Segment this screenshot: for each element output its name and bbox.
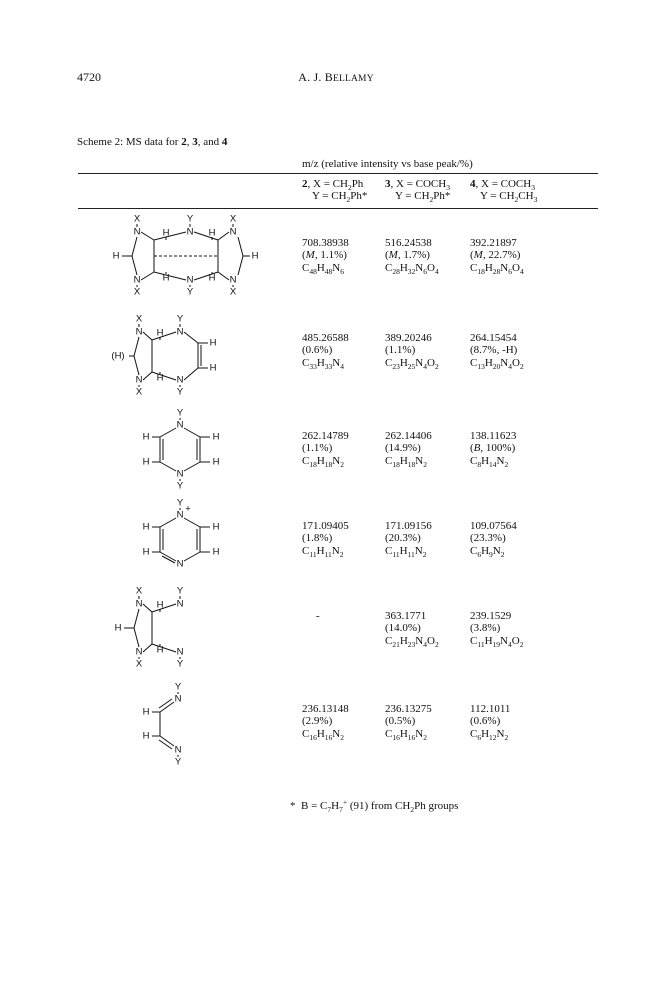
label-y: Y [176,407,184,419]
label-x: X [135,313,143,325]
label-h: H [156,599,164,611]
molecular-formula: $C_{13}H_{20}N_4O_2$ [470,357,524,372]
structure-5 [112,584,212,674]
label-h: H [156,372,164,384]
relative-intensity: (3.8%) [470,622,501,634]
molecular-formula: $C_8H_{14}N_2$ [470,455,509,470]
label-n: N [176,326,184,338]
label-y: Y [186,213,194,225]
label-n: N [176,598,184,610]
mz-value: 112.1011 [470,703,511,715]
footnote-star: * [290,800,296,812]
cell-not-observed: - [316,610,320,622]
label-x: X [229,286,237,298]
scheme-caption [77,136,227,148]
relative-intensity: (23.3%) [470,532,506,544]
label-h: H [208,272,216,284]
ms-data-cell [302,520,349,560]
label-n: N [229,274,237,286]
label-x: X [229,213,237,225]
mz-value: 239.1529 [470,610,512,622]
ms-data-cell [302,430,349,470]
label-n: N [133,274,141,286]
ms-data-cell [302,237,349,277]
molecular-formula: $C_{23}H_{25}N_4O_2$ [385,357,439,372]
relative-intensity: (8.7%, -H) [470,344,518,356]
molecular-formula: $C_6H_9N_2$ [470,545,505,560]
ms-data-cell [470,237,524,277]
molecular-formula: $C_{28}H_{32}N_6O_4$ [385,262,439,277]
label-y: Y [186,286,194,298]
structure-2 [112,312,222,402]
label-x: X [135,585,143,597]
label-n: N [176,558,184,570]
ms-data-cell [470,610,524,650]
label-h: H [156,327,164,339]
structure-6 [140,680,210,772]
molecular-formula: $C_{11}H_{11}N_2$ [302,545,344,560]
caption-separator: , and [197,136,222,148]
column-group-header: m/z (relative intensity vs base peak/%) [302,158,473,170]
column-header-compound-2: 2, $X = CH_2Ph$ $Y = CH_2Ph*$ [302,178,368,205]
label-h: H [208,227,216,239]
mz-value: 171.09156 [385,520,432,532]
label-y: Y [174,681,182,693]
label-h: H [212,521,220,533]
relative-intensity: (0.6%) [470,715,501,727]
label-n: N [229,226,237,238]
label-h: H [142,546,150,558]
molecular-formula: $C_{33}H_{33}N_4$ [302,357,344,372]
molecular-formula: $C_{16}H_{16}N_2$ [302,728,344,743]
mz-value: 708.38938 [302,237,349,249]
relative-intensity: (M, 1.7%) [385,249,430,261]
label-h: H [114,622,122,634]
relative-intensity: (14.9%) [385,442,421,454]
label-x: X [133,213,141,225]
ms-data-cell [385,237,439,277]
page-number: 4720 [77,70,101,84]
label-h: H [142,431,150,443]
label-x: X [135,658,143,670]
molecular-formula: $C_{48}H_{48}N_6$ [302,262,344,277]
label-h: H [162,227,170,239]
mz-value: 262.14789 [302,430,349,442]
author-surname-rest: ELLAMY [332,74,374,84]
label-n: N [174,744,182,756]
label-h: H [212,456,220,468]
label-h: H [209,337,217,349]
relative-intensity: (B, 100%) [470,442,516,454]
ms-data-cell [302,703,349,743]
caption-compound-4: 4 [221,136,228,148]
molecular-formula: $C_{16}H_{16}N_2$ [385,728,427,743]
molecular-formula: $C_{11}H_{11}N_2$ [385,545,427,560]
label-h: H [142,706,150,718]
table-top-rule [78,173,598,174]
mz-value: 138.11623 [470,430,517,442]
running-head [0,70,672,85]
relative-intensity: (1.1%) [385,344,416,356]
molecular-formula: $C_{21}H_{23}N_4O_2$ [385,635,439,650]
molecular-formula: $C_{18}H_{18}N_2$ [385,455,427,470]
label-y: Y [176,658,184,670]
label-x: X [133,286,141,298]
mz-value: 236.13148 [302,703,349,715]
label-n: N [135,374,143,386]
label-plus: + [185,503,191,515]
mz-value: 389.20246 [385,332,432,344]
label-h: H [212,546,220,558]
ms-data-cell [470,520,517,560]
caption-prefix: Scheme 2: MS data for [77,136,182,148]
footnote [290,797,459,815]
label-n: N [176,468,184,480]
relative-intensity: (1.8%) [302,532,333,544]
author-surname-initial: B [324,70,333,84]
relative-intensity: (14.0%) [385,622,421,634]
label-h: H [156,644,164,656]
label-n: N [186,226,194,238]
label-x: X [135,386,143,398]
col4-y-tail: $CH_3$ [518,190,538,205]
relative-intensity: (2.9%) [302,715,333,727]
label-h: H [209,362,217,374]
mz-value: 262.14406 [385,430,432,442]
relative-intensity: (20.3%) [385,532,421,544]
ms-data-cell [385,610,439,650]
label-n: N [176,419,184,431]
label-y: Y [176,313,184,325]
ms-data-cell [385,520,432,560]
label-n: N [176,509,184,521]
label-n: N [176,374,184,386]
mz-value: 171.09405 [302,520,349,532]
mz-value: 109.07564 [470,520,517,532]
ms-data-cell [385,703,432,743]
mz-value: 485.26588 [302,332,349,344]
label-n: N [135,598,143,610]
author-initials: A. J. [298,70,325,84]
molecular-formula: $C_{18}H_{28}N_6O_4$ [470,262,524,277]
mz-value: 363.1771 [385,610,427,622]
label-h: H [142,521,150,533]
ms-data-cell [302,332,349,372]
label-h-paren: (H) [111,350,125,362]
relative-intensity: (M, 22.7%) [470,249,521,261]
footnote-text: $B = C_7H_7^+$ (91) from $CH_2Ph$ groups [301,797,459,815]
label-n: N [135,646,143,658]
mz-value: 236.13275 [385,703,432,715]
label-h: H [112,250,120,262]
column-header-compound-3: 3, $X = COCH_3$ $Y = CH_2Ph*$ [385,178,451,205]
label-y: Y [176,585,184,597]
label-n: N [174,693,182,705]
relative-intensity: (0.6%) [302,344,333,356]
label-h: H [142,730,150,742]
ms-data-cell [470,430,517,470]
caption-compound-2: 2 [181,136,187,148]
label-n: N [133,226,141,238]
ms-data-cell [385,332,439,372]
label-y: Y [176,480,184,492]
molecular-formula: $C_{18}H_{18}N_2$ [302,455,344,470]
label-h: H [142,456,150,468]
relative-intensity: (1.1%) [302,442,333,454]
structure-4 [140,496,230,580]
caption-separator: , [186,136,193,148]
label-h: H [251,250,259,262]
structure-3 [140,406,230,490]
label-y: Y [176,386,184,398]
caption-compound-3: 3 [192,136,198,148]
label-n: N [135,326,143,338]
label-y: Y [176,497,184,509]
mz-value: 264.15454 [470,332,517,344]
relative-intensity: (0.5%) [385,715,416,727]
relative-intensity: (M, 1.1%) [302,249,347,261]
label-n: N [186,274,194,286]
structure-1 [110,212,270,302]
label-h: H [162,272,170,284]
ms-data-cell [470,332,524,372]
molecular-formula: $C_6H_{12}N_2$ [470,728,509,743]
mz-value: 516.24538 [385,237,432,249]
label-h: H [212,431,220,443]
label-n: N [176,646,184,658]
column-header-compound-4: 4, $X = COCH_3$ $Y = CH_2CH_3$ [470,178,538,205]
label-y: Y [174,756,182,768]
ms-data-cell [470,703,511,743]
ms-data-cell [385,430,432,470]
molecular-formula: $C_{11}H_{19}N_4O_2$ [470,635,524,650]
mz-value: 392.21897 [470,237,517,249]
table-header-rule [78,208,598,209]
